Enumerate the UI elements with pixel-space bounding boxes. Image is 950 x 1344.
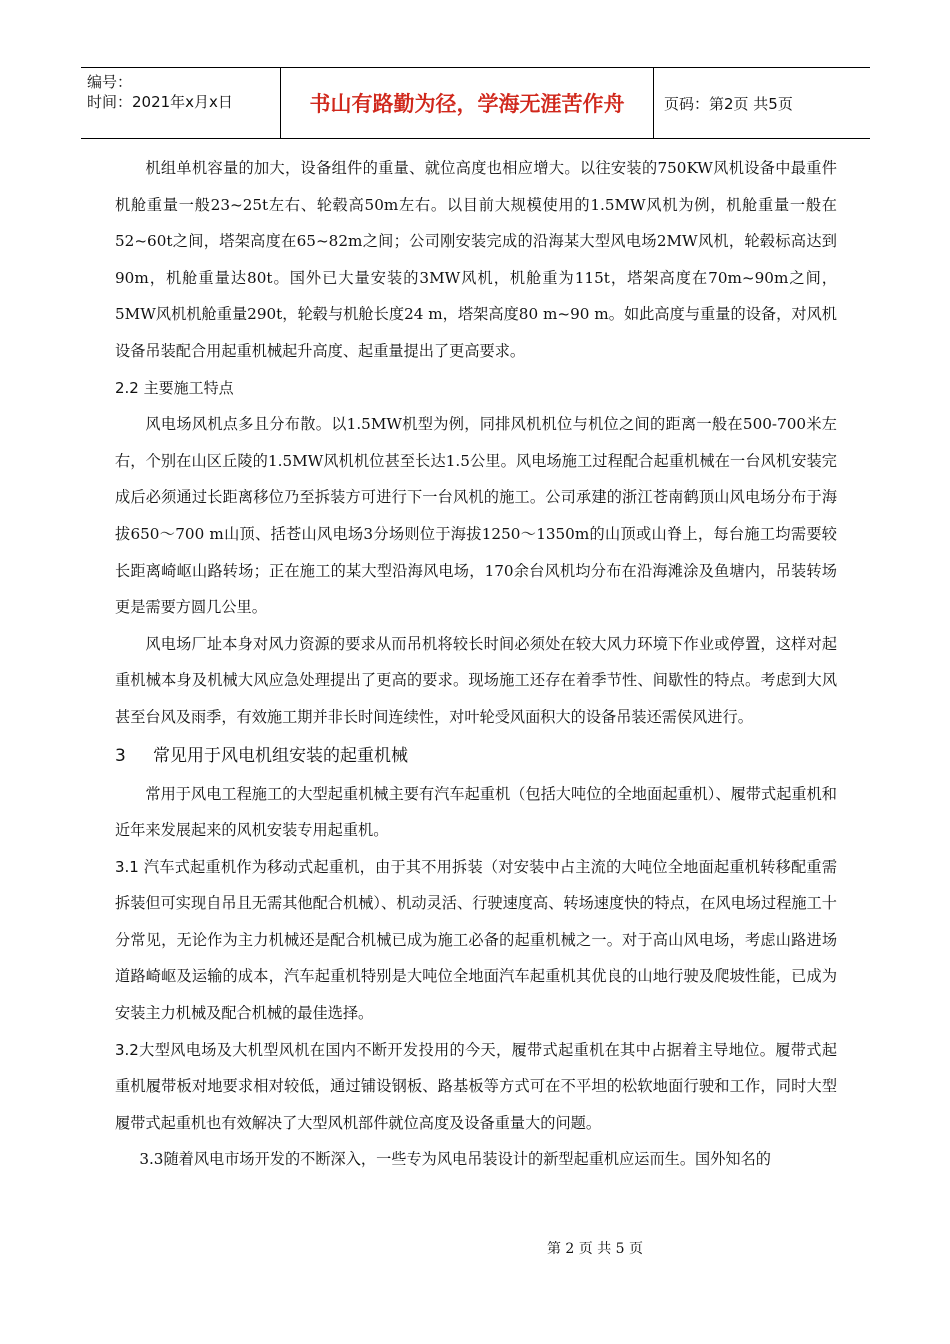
- paragraph-2: 风电场风机点多且分布散。以1.5MW机型为例，同排风机机位与机位之间的距离一般在500-700米左右，个别在山区丘陵的1.5MW风机机位甚至长达1.5公里。风电场施工过程配合起重机械在一台风机安装完成后必须通过长距离移位乃至拆装方可进行下一台风机的施工。公司承建的浙江苍南鹤顶山风电场分布于海拔650～700 m山顶、括苍山风电场3分场则位于海拔1250～1350m的山顶或山脊上，每台施工均需要较长距离崎岖山路转场；正在施工的某大型沿海风电场，170余台风机均分布在沿海滩涂及鱼塘内，吊装转场更是需要方圆几公里。: [115, 415, 837, 617]
- section-3-number: 3: [115, 745, 126, 766]
- section-3-1-text: 汽车式起重机作为移动式起重机，由于其不用拆装（对安装中占主流的大吨位全地面起重机转移配重需拆装但可实现自吊且无需其他配合机械）、机动灵活、行驶速度高、转场速度快的特点，在风电场过程施工十分常见，无论作为主力机械还是配合机械已成为施工必备的起重机械之一。对于高山风电场，考虑山路进场道路崎岖及运输的成本，汽车起重机特别是大吨位全地面汽车起重机其优良的山地行驶及爬坡性能，已成为安装主力机械及配合机械的最佳选择。: [115, 857, 838, 1023]
- time-label: 时间：2021年x月x日: [87, 93, 233, 111]
- section-3-2-text: 大型风电场及大机型风机在国内不断开发投用的今天，履带式起重机在其中占据着主导地位。履带式起重机履带板对地要求相对较低，通过铺设钢板、路基板等方式可在不平坦的松软地面行驶和工作，同时大型履带式起重机也有效解决了大型风机部件就位高度及设备重量大的问题。: [115, 1040, 837, 1132]
- section-3-title: 常见用于风电机组安装的起重机械: [153, 745, 408, 766]
- section-heading-3: [115, 736, 837, 776]
- section-heading-2-2: 2.2 主要施工特点: [115, 378, 234, 397]
- paragraph-3: 风电场厂址本身对风力资源的要求从而吊机将较长时间必须处在较大风力环境下作业或停置，这样对起重机械本身及机械大风应急处理提出了更高的要求。现场施工还存在着季节性、间歇性的特点。考虑到大风甚至台风及雨季，有效施工期并非长时间连续性，对叶轮受风面积大的设备吊装还需侯风进行。: [115, 634, 837, 726]
- header-meta: [81, 68, 281, 138]
- paragraph-4: 常用于风电工程施工的大型起重机械主要有汽车起重机（包括大吨位的全地面起重机）、履带式起重机和近年来发展起来的风机安装专用起重机。: [115, 784, 837, 840]
- page-footer: 第 2 页 共 5 页: [546, 1241, 644, 1257]
- header-page-label: 页码：第2页 共5页: [664, 94, 793, 113]
- number-label: 编号：: [87, 73, 133, 91]
- paragraph-3-2: [115, 1032, 837, 1142]
- section-3-2-label: 3.2: [115, 1040, 139, 1059]
- paragraph-1: 机组单机容量的加大，设备组件的重量、就位高度也相应增大。以往安装的750KW风机设备中最重件机舱重量一般23~25t左右、轮毂高50m左右。以目前大规模使用的1.5MW风机为例，机舱重量一般在52~60t之间，塔架高度在65~82m之间；公司刚安装完成的沿海某大型风电场2MW风机，轮毂标高达到90m，机舱重量达80t。国外已大量安装的3MW风机，机舱重为115t，塔架高度在70m~90m之间，5MW风机机舱重量290t，轮毂与机舱长度24 m，塔架高度80 m~90 m。如此高度与重量的设备，对风机设备吊装配合用起重机械起升高度、起重量提出了更高要求。: [115, 159, 837, 360]
- section-3-1-label: 3.1: [115, 857, 139, 876]
- header-motto: 书山有路勤为径，学海无涯苦作舟: [281, 68, 654, 138]
- document-body: [115, 150, 837, 1178]
- paragraph-3-1: [115, 849, 837, 1032]
- page-header: [81, 67, 870, 139]
- paragraph-3-3: 3.3随着风电市场开发的不断深入，一些专为风电吊装设计的新型起重机应运而生。国外知名的: [139, 1150, 771, 1169]
